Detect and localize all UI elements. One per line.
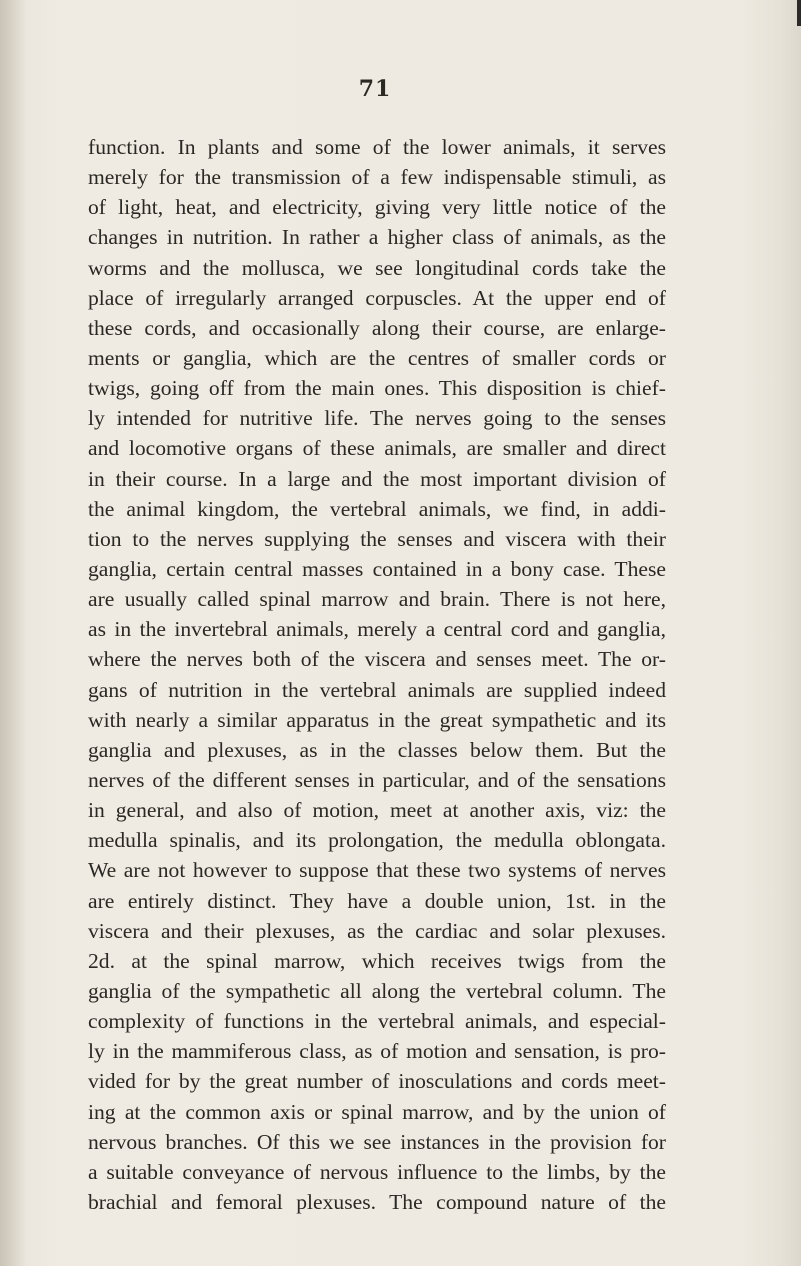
text-line: and locomotive organs of these animals, are smaller and direct — [88, 436, 666, 461]
text-line: medulla spinalis, and its prolongation, the medulla oblongata. — [88, 828, 666, 853]
text-line: 2d. at the spinal marrow, which receives twigs from the — [88, 948, 666, 973]
text-line: in their course. In a large and the most important division of — [88, 466, 666, 491]
page-number: 71 — [358, 76, 392, 102]
text-line: ganglia, certain central masses contained in a bony case. These — [88, 556, 666, 581]
text-line: tion to the nerves supplying the senses and viscera with their — [88, 526, 666, 551]
text-line: twigs, going off from the main ones. This disposition is chief- — [88, 376, 666, 401]
text-line: are entirely distinct. They have a double union, 1st. in the — [88, 888, 666, 913]
text-line: nervous branches. Of this we see instances in the provision for — [88, 1129, 666, 1154]
text-line: ing at the common axis or spinal marrow, and by the union of — [88, 1099, 666, 1124]
text-line: worms and the mollusca, we see longitudinal cords take the — [88, 255, 666, 280]
text-line: in general, and also of motion, meet at another axis, viz: the — [88, 798, 666, 823]
text-line: We are not however to suppose that these two systems of nerves — [88, 858, 666, 883]
text-line: ganglia and plexuses, as in the classes below them. But the — [88, 737, 666, 762]
text-line: brachial and femoral plexuses. The compound nature of the — [88, 1189, 666, 1214]
text-line: ly intended for nutritive life. The nerves going to the senses — [88, 406, 666, 431]
text-line: vided for by the great number of inosculations and cords meet- — [88, 1069, 666, 1094]
text-line: viscera and their plexuses, as the cardiac and solar plexuses. — [88, 918, 666, 943]
text-line: ments or ganglia, which are the centres of smaller cords or — [88, 345, 666, 370]
text-line: of light, heat, and electricity, giving very little notice of the — [88, 195, 666, 220]
text-line: where the nerves both of the viscera and senses meet. The or- — [88, 647, 666, 672]
text-line: nerves of the different senses in particular, and of the sensations — [88, 767, 666, 792]
text-line: changes in nutrition. In rather a higher class of animals, as the — [88, 225, 666, 250]
text-line: merely for the transmission of a few indispensable stimuli, as — [88, 165, 666, 190]
text-line: gans of nutrition in the vertebral animals are supplied indeed — [88, 677, 666, 702]
body-text — [88, 132, 666, 1217]
text-line: the animal kingdom, the vertebral animals, we find, in addi- — [88, 496, 666, 521]
text-line: are usually called spinal marrow and brain. There is not here, — [88, 587, 666, 612]
text-line: function. In plants and some of the lower animals, it serves — [88, 135, 666, 159]
text-line: as in the invertebral animals, merely a central cord and ganglia, — [88, 617, 666, 642]
text-line: with nearly a similar apparatus in the great sympathetic and its — [88, 707, 666, 732]
text-line: these cords, and occasionally along their course, are enlarge- — [88, 315, 666, 340]
text-line: place of irregularly arranged corpuscles. At the upper end of — [88, 285, 666, 310]
text-line: ly in the mammiferous class, as of motion and sensation, is pro- — [88, 1039, 666, 1064]
text-line: a suitable conveyance of nervous influence to the limbs, by the — [88, 1159, 666, 1184]
text-line: ganglia of the sympathetic all along the vertebral column. The — [88, 978, 666, 1003]
edge-mark — [797, 0, 801, 26]
text-line: complexity of functions in the vertebral animals, and especial- — [88, 1009, 666, 1034]
gutter-shadow — [0, 0, 26, 1266]
